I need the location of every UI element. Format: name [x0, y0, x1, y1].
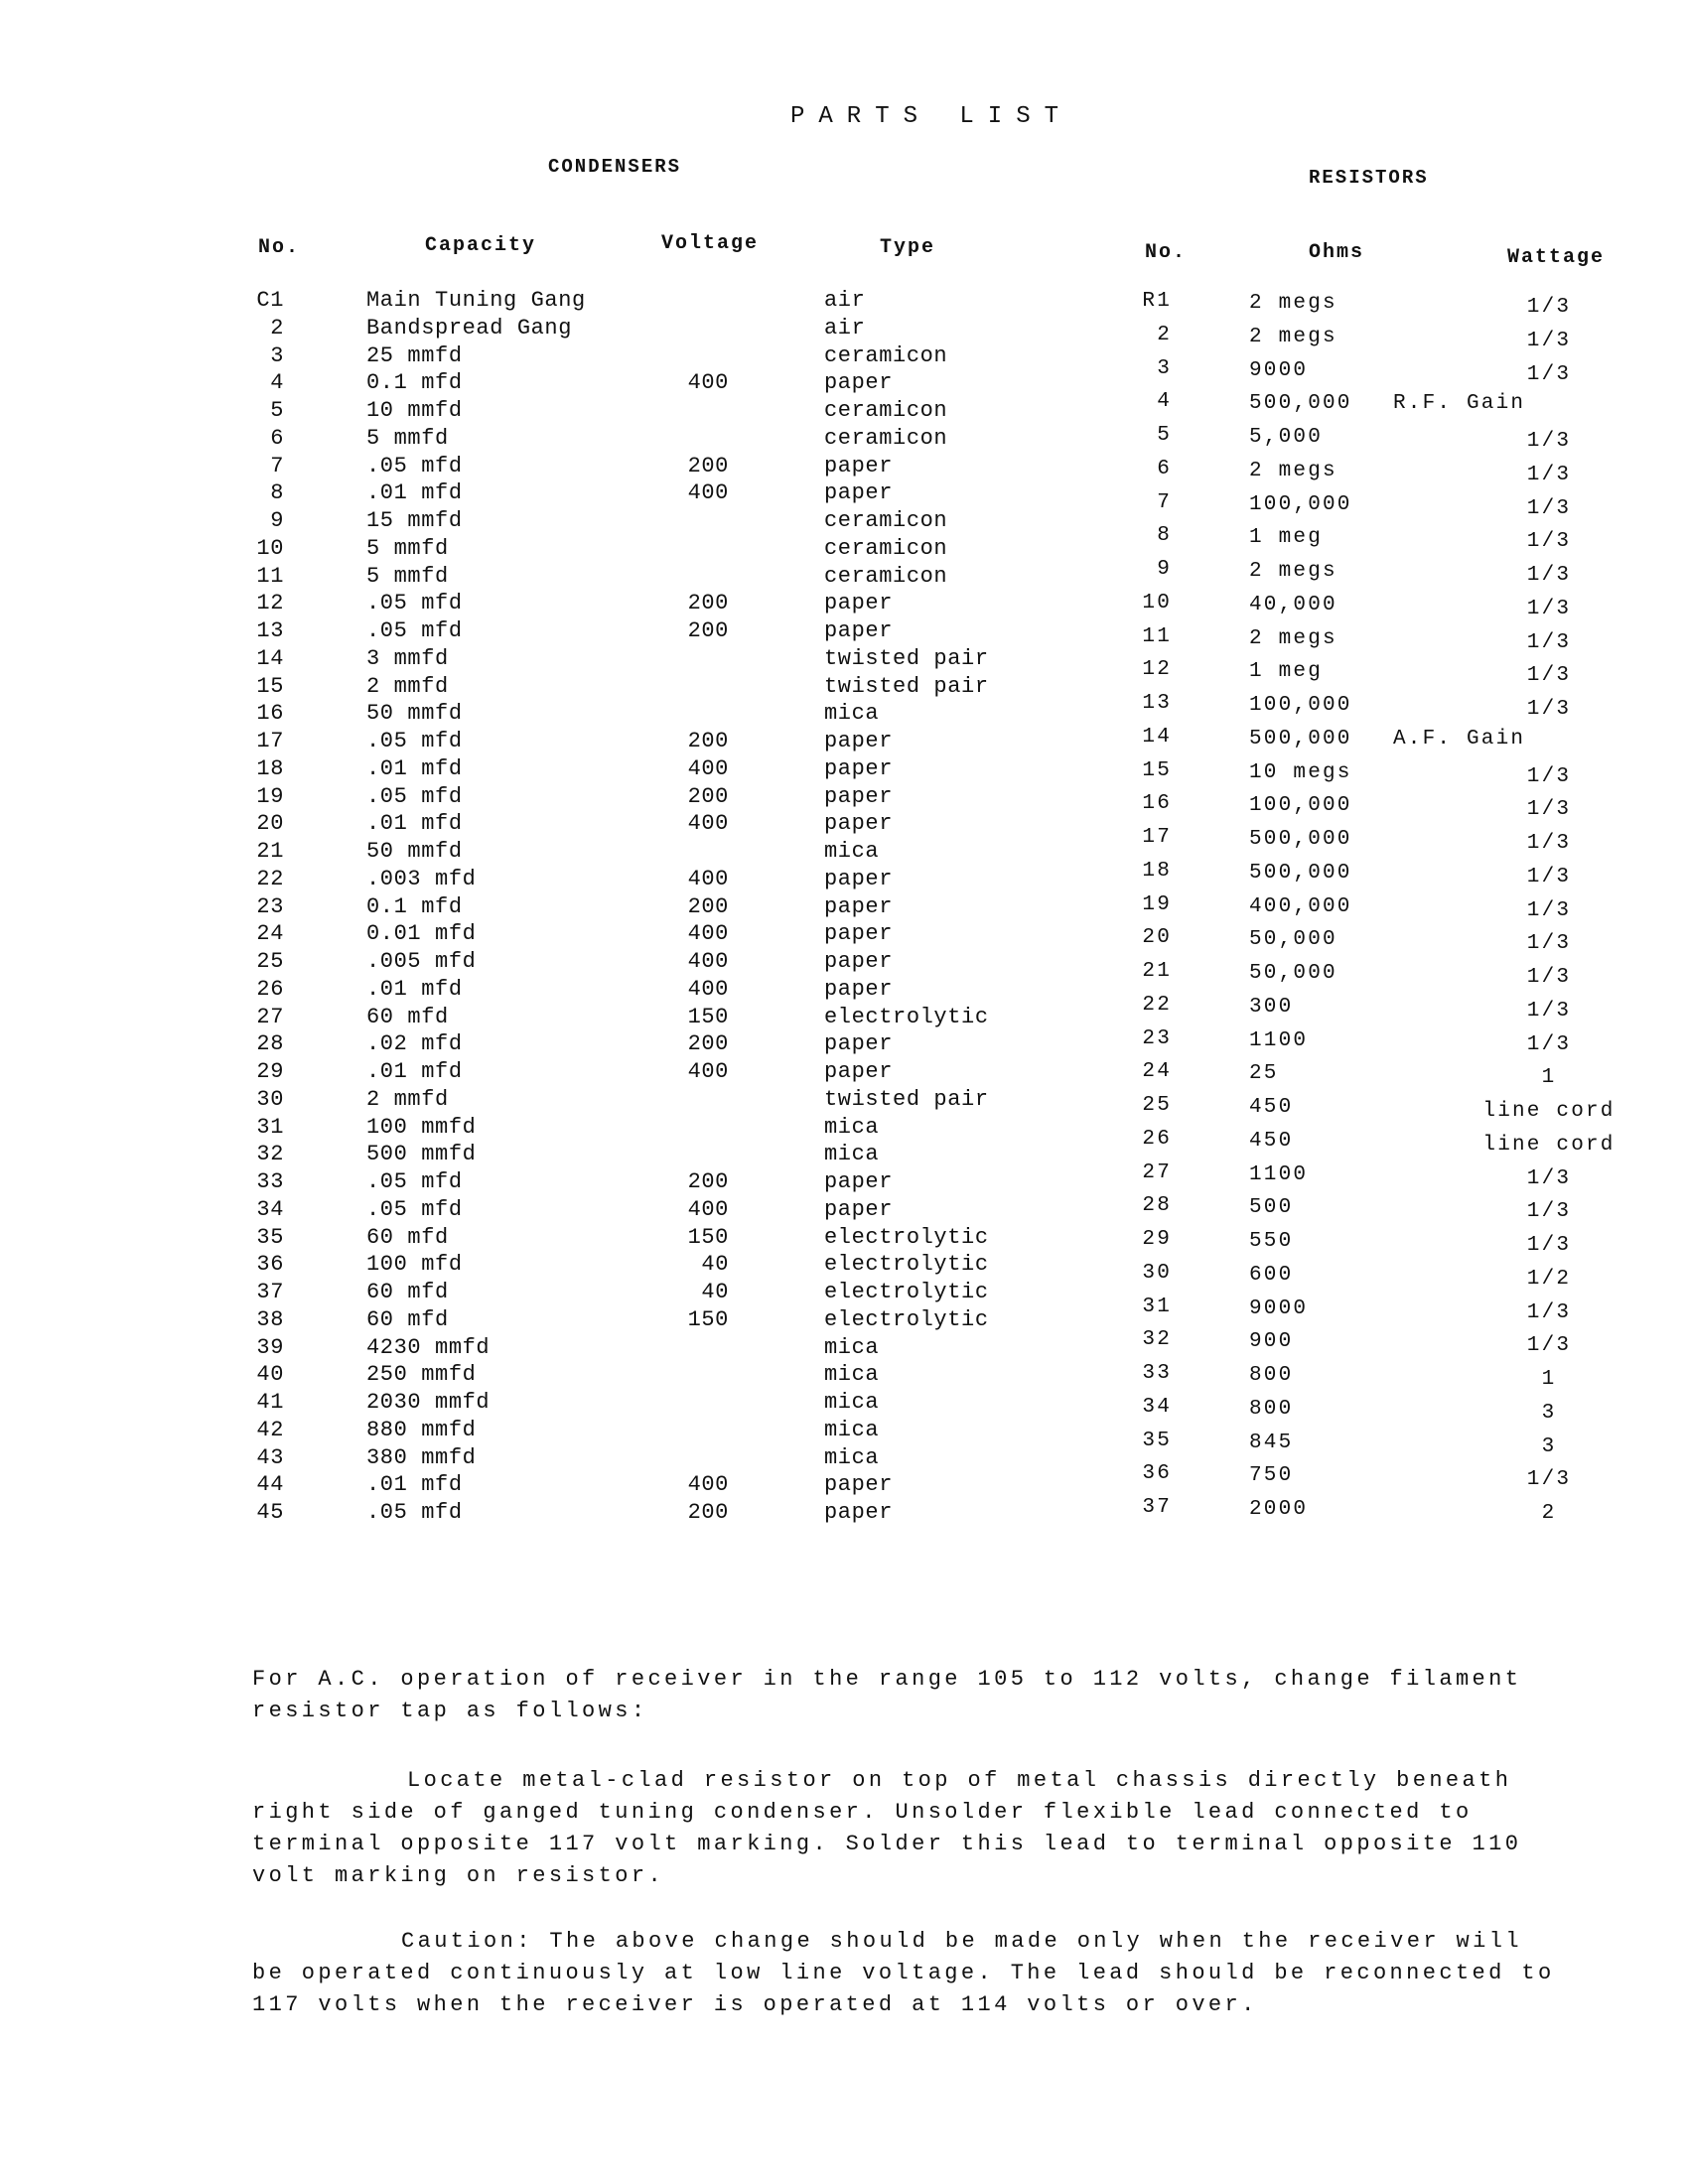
condenser-no: 30: [256, 1086, 284, 1112]
condenser-no: 29: [256, 1059, 284, 1084]
resistor-wattage: 1/3: [1526, 832, 1572, 855]
condenser-capacity: .01 mfd: [366, 1472, 463, 1498]
condenser-capacity: 500 mmfd: [366, 1142, 477, 1167]
condensers-col-capacity: Capacity: [425, 234, 537, 257]
condenser-no: 11: [256, 563, 284, 589]
condenser-no: 42: [256, 1417, 284, 1442]
condenser-type: air: [824, 288, 866, 313]
condenser-voltage: 400: [687, 949, 729, 974]
resistor-wattage: 1/3: [1526, 999, 1572, 1023]
condenser-no: 10: [256, 535, 284, 561]
condenser-no: 4: [270, 370, 284, 396]
resistor-no: 22: [1142, 993, 1172, 1017]
condenser-capacity: 2030 mmfd: [366, 1390, 491, 1415]
condenser-capacity: .01 mfd: [366, 755, 463, 781]
resistor-no: 27: [1142, 1160, 1172, 1184]
condenser-type: mica: [824, 1114, 880, 1140]
condenser-type: paper: [824, 949, 894, 974]
condenser-no: 27: [256, 1004, 284, 1029]
note-paragraph-2: Locate metal-clad resistor on top of metal chassis directly beneath right side of ganged tuning condenser. Unsolder flexible lead connected to terminal opposite 117 volt marking. Solder this lead to terminal opposite 110 volt marking on resistor.: [252, 1768, 1522, 1888]
condenser-type: ceramicon: [824, 535, 948, 561]
condenser-no: 41: [256, 1390, 284, 1415]
condenser-type: paper: [824, 1169, 894, 1194]
resistors-heading: RESISTORS: [1309, 167, 1429, 189]
condenser-voltage: 400: [687, 1196, 729, 1222]
condenser-capacity: .01 mfd: [366, 976, 463, 1002]
resistor-no: 18: [1142, 859, 1172, 883]
resistor-no: 36: [1142, 1462, 1172, 1486]
condenser-no: 24: [256, 921, 284, 947]
condenser-voltage: 200: [687, 729, 729, 753]
condenser-no: 38: [256, 1306, 284, 1332]
condenser-capacity: .05 mfd: [366, 1196, 463, 1222]
resistor-wattage: 1/3: [1526, 463, 1572, 486]
resistor-ohms: 500,000: [1249, 392, 1352, 416]
resistor-wattage: 1/3: [1526, 1334, 1572, 1358]
condenser-type: paper: [824, 755, 894, 781]
resistor-no: R1: [1142, 290, 1172, 313]
condenser-no: 3: [270, 342, 284, 368]
resistor-no: 2: [1157, 323, 1172, 346]
resistors-col-ohms: Ohms: [1309, 241, 1365, 264]
condenser-no: C1: [256, 288, 284, 313]
resistor-ohms: 50,000: [1249, 928, 1337, 952]
resistor-ohms: 50,000: [1249, 962, 1337, 985]
condenser-capacity: .05 mfd: [366, 618, 463, 643]
condenser-type: twisted pair: [824, 645, 989, 671]
condenser-voltage: 400: [687, 1059, 729, 1084]
condenser-capacity: 380 mmfd: [366, 1444, 477, 1470]
condenser-capacity: .005 mfd: [366, 949, 477, 974]
resistor-ohms: 800: [1249, 1364, 1294, 1387]
condenser-type: twisted pair: [824, 1086, 989, 1112]
resistor-ohms: 300: [1249, 995, 1294, 1019]
resistor-wattage: 1/3: [1526, 664, 1572, 688]
condenser-voltage: 200: [687, 1500, 729, 1525]
condenser-no: 39: [256, 1334, 284, 1360]
condenser-voltage: 400: [687, 1472, 729, 1498]
condenser-type: electrolytic: [824, 1004, 989, 1029]
resistor-no: 8: [1157, 524, 1172, 548]
resistor-wattage: 1/3: [1526, 764, 1572, 788]
condenser-type: ceramicon: [824, 398, 948, 423]
condenser-capacity: .05 mfd: [366, 453, 463, 478]
resistor-wattage: 1/3: [1526, 362, 1572, 386]
resistor-no: 34: [1142, 1395, 1172, 1419]
note-paragraph-1: For A.C. operation of receiver in the range 105 to 112 volts, change filament resistor tap as follows:: [252, 1667, 1522, 1723]
resistor-wattage: 1/3: [1526, 564, 1572, 587]
condenser-capacity: 25 mmfd: [366, 342, 463, 368]
condenser-type: paper: [824, 1196, 894, 1222]
condenser-type: mica: [824, 1417, 880, 1442]
resistor-ohms: 845: [1249, 1431, 1294, 1454]
condenser-type: mica: [824, 1334, 880, 1360]
resistor-ohms: 600: [1249, 1263, 1294, 1287]
condenser-type: paper: [824, 370, 894, 396]
condenser-capacity: 10 mmfd: [366, 398, 463, 423]
resistor-wattage: 1/3: [1526, 296, 1572, 319]
resistor-ohms: 1100: [1249, 1028, 1309, 1052]
resistor-wattage: 1/3: [1526, 865, 1572, 888]
condenser-no: 13: [256, 618, 284, 643]
condenser-capacity: 5 mmfd: [366, 535, 449, 561]
resistor-ohms: 9000: [1249, 358, 1309, 382]
resistor-no: 32: [1142, 1328, 1172, 1352]
condenser-voltage: 150: [687, 1004, 729, 1029]
condenser-voltage: 400: [687, 370, 729, 396]
condenser-no: 25: [256, 949, 284, 974]
condenser-capacity: 60 mfd: [366, 1224, 449, 1250]
condenser-capacity: 4230 mmfd: [366, 1334, 491, 1360]
resistor-ohms: 500,000: [1249, 861, 1352, 885]
resistor-no: 4: [1157, 390, 1172, 414]
resistor-wattage: 1/3: [1526, 798, 1572, 822]
condenser-no: 9: [270, 508, 284, 533]
resistor-wattage: 1/3: [1526, 496, 1572, 520]
resistor-ohms: 550: [1249, 1230, 1294, 1253]
resistor-wattage: line cord: [1482, 1133, 1616, 1157]
condenser-type: mica: [824, 701, 880, 727]
resistor-wattage: 3: [1541, 1434, 1557, 1458]
resistor-ohms: 2 megs: [1249, 626, 1337, 650]
condenser-no: 8: [270, 480, 284, 506]
resistor-ohms: 40,000: [1249, 593, 1337, 616]
condenser-voltage: 150: [687, 1306, 729, 1332]
condenser-type: paper: [824, 921, 894, 947]
condenser-type: ceramicon: [824, 342, 948, 368]
resistor-ohms: 400,000: [1249, 894, 1352, 918]
condenser-no: 15: [256, 673, 284, 699]
note-paragraph-3: Caution: The above change should be made only when the receiver will be operated continuously at low line voltage. The lead should be reconnected to 117 volts when the receiver is operated at 114 volts or over.: [252, 1929, 1555, 2017]
condenser-type: ceramicon: [824, 425, 948, 451]
condenser-no: 28: [256, 1031, 284, 1057]
resistor-no: 11: [1142, 624, 1172, 648]
condenser-type: paper: [824, 591, 894, 616]
resistor-wattage: 3: [1541, 1401, 1557, 1425]
condenser-voltage: 400: [687, 921, 729, 947]
condenser-capacity: 2 mmfd: [366, 673, 449, 699]
condenser-type: mica: [824, 839, 880, 864]
resistor-wattage: 1/2: [1526, 1267, 1572, 1291]
condenser-voltage: 200: [687, 1169, 729, 1194]
condenser-type: paper: [824, 1059, 894, 1084]
condenser-type: twisted pair: [824, 673, 989, 699]
condenser-no: 14: [256, 645, 284, 671]
condenser-capacity: 2 mmfd: [366, 1086, 449, 1112]
resistor-no: 17: [1142, 826, 1172, 849]
condenser-capacity: .05 mfd: [366, 1500, 463, 1525]
condenser-capacity: .02 mfd: [366, 1031, 463, 1057]
resistor-wattage: 2: [1541, 1502, 1557, 1525]
resistor-wattage: 1/3: [1526, 597, 1572, 620]
resistor-no: 14: [1142, 725, 1172, 749]
condenser-type: paper: [824, 783, 894, 809]
resistor-ohms: 10 megs: [1249, 760, 1352, 784]
condenser-type: ceramicon: [824, 508, 948, 533]
resistor-ohms: 100,000: [1249, 492, 1352, 516]
resistor-ohms: 500,000: [1249, 828, 1352, 851]
condenser-capacity: 0.01 mfd: [366, 921, 477, 947]
condensers-heading: CONDENSERS: [548, 156, 682, 178]
resistor-ohms: 800: [1249, 1397, 1294, 1421]
resistor-wattage: 1/3: [1526, 630, 1572, 654]
condenser-voltage: 400: [687, 480, 729, 506]
page-title: PARTS LIST: [789, 103, 1073, 130]
condenser-capacity: 5 mmfd: [366, 563, 449, 589]
condenser-type: electrolytic: [824, 1280, 989, 1304]
resistor-ohms: 500,000: [1249, 727, 1352, 751]
condenser-type: mica: [824, 1390, 880, 1415]
condenser-no: 26: [256, 976, 284, 1002]
condenser-no: 43: [256, 1444, 284, 1470]
condenser-no: 31: [256, 1114, 284, 1140]
condenser-capacity: .05 mfd: [366, 591, 463, 616]
condenser-type: mica: [824, 1444, 880, 1470]
condenser-no: 37: [256, 1280, 284, 1304]
resistor-wattage: 1/3: [1526, 1166, 1572, 1190]
condenser-type: paper: [824, 811, 894, 837]
resistor-no: 29: [1142, 1228, 1172, 1251]
resistor-no: 16: [1142, 792, 1172, 816]
resistor-no: 9: [1157, 558, 1172, 581]
condenser-type: paper: [824, 1472, 894, 1498]
condenser-voltage: 400: [687, 811, 729, 837]
condenser-capacity: 50 mmfd: [366, 701, 463, 727]
resistor-wattage: line cord: [1482, 1100, 1616, 1123]
resistor-ohms: 5,000: [1249, 426, 1324, 449]
condenser-capacity: .003 mfd: [366, 866, 477, 891]
condenser-type: paper: [824, 453, 894, 478]
condenser-voltage: 400: [687, 866, 729, 891]
resistor-no: 28: [1142, 1194, 1172, 1218]
condenser-voltage: 200: [687, 618, 729, 643]
resistor-wattage: 1: [1541, 1066, 1557, 1090]
condenser-voltage: 200: [687, 453, 729, 478]
resistor-wattage: 1/3: [1526, 329, 1572, 352]
condenser-capacity: 880 mmfd: [366, 1417, 477, 1442]
resistor-no: 10: [1142, 591, 1172, 614]
condenser-no: 5: [270, 398, 284, 423]
condenser-capacity: Main Tuning Gang: [366, 288, 586, 313]
resistor-no: 26: [1142, 1127, 1172, 1151]
resistor-ohms: 25: [1249, 1062, 1279, 1086]
condenser-no: 2: [270, 315, 284, 341]
resistors-col-no: No.: [1145, 241, 1188, 264]
resistor-no: 23: [1142, 1026, 1172, 1050]
condenser-type: mica: [824, 1362, 880, 1388]
condenser-no: 19: [256, 783, 284, 809]
condenser-no: 34: [256, 1196, 284, 1222]
condenser-type: paper: [824, 1031, 894, 1057]
condenser-voltage: 200: [687, 783, 729, 809]
condenser-no: 22: [256, 866, 284, 891]
condenser-voltage: 200: [687, 591, 729, 616]
resistor-no: 30: [1142, 1261, 1172, 1285]
condenser-capacity: 50 mmfd: [366, 839, 463, 864]
resistor-wattage: 1/3: [1526, 932, 1572, 956]
condenser-no: 45: [256, 1500, 284, 1525]
condenser-capacity: .01 mfd: [366, 811, 463, 837]
condensers-col-no: No.: [258, 236, 301, 259]
condenser-no: 32: [256, 1142, 284, 1167]
resistor-ohms: 450: [1249, 1096, 1294, 1119]
resistor-wattage: 1/3: [1526, 530, 1572, 554]
resistors-col-wattage: Wattage: [1507, 246, 1606, 269]
condenser-no: 35: [256, 1224, 284, 1250]
resistor-ohms: 750: [1249, 1464, 1294, 1488]
resistor-no: 15: [1142, 758, 1172, 782]
resistor-wattage: 1: [1541, 1368, 1557, 1391]
resistor-no: 31: [1142, 1295, 1172, 1318]
condenser-no: 21: [256, 839, 284, 864]
resistor-ohms: 100,000: [1249, 794, 1352, 818]
resistor-wattage: 1/3: [1526, 698, 1572, 721]
condenser-capacity: 100 mfd: [366, 1252, 463, 1278]
resistor-no: 13: [1142, 692, 1172, 715]
resistor-wattage: 1/3: [1526, 898, 1572, 922]
condenser-voltage: 150: [687, 1224, 729, 1250]
condenser-capacity: 60 mfd: [366, 1004, 449, 1029]
condenser-no: 33: [256, 1169, 284, 1194]
condenser-capacity: .01 mfd: [366, 1059, 463, 1084]
resistor-no: 24: [1142, 1060, 1172, 1084]
resistor-no: 7: [1157, 490, 1172, 514]
resistor-wattage: 1/3: [1526, 430, 1572, 453]
condenser-type: paper: [824, 893, 894, 919]
condenser-capacity: 15 mmfd: [366, 508, 463, 533]
condenser-no: 20: [256, 811, 284, 837]
resistor-wattage: 1/3: [1526, 1234, 1572, 1257]
resistor-wattage: 1/3: [1526, 1468, 1572, 1492]
condensers-col-type: Type: [880, 236, 936, 259]
condenser-voltage: 400: [687, 755, 729, 781]
condenser-capacity: Bandspread Gang: [366, 315, 573, 341]
condenser-capacity: 5 mmfd: [366, 425, 449, 451]
condenser-capacity: 60 mfd: [366, 1280, 449, 1304]
condenser-type: electrolytic: [824, 1306, 989, 1332]
resistor-wattage: 1/3: [1526, 1200, 1572, 1224]
condenser-capacity: 250 mmfd: [366, 1362, 477, 1388]
condenser-voltage: 200: [687, 893, 729, 919]
resistor-no: 3: [1157, 356, 1172, 380]
resistor-no: 25: [1142, 1094, 1172, 1117]
resistor-ohms: 9000: [1249, 1297, 1309, 1320]
condenser-voltage: 40: [701, 1280, 729, 1304]
condenser-no: 23: [256, 893, 284, 919]
resistor-note: R.F. Gain: [1393, 392, 1526, 416]
resistor-no: 19: [1142, 892, 1172, 916]
resistor-ohms: 900: [1249, 1330, 1294, 1354]
condenser-type: paper: [824, 1500, 894, 1525]
resistor-no: 37: [1142, 1496, 1172, 1519]
resistor-ohms: 2 megs: [1249, 292, 1337, 315]
condenser-no: 6: [270, 425, 284, 451]
condenser-type: electrolytic: [824, 1252, 989, 1278]
condenser-type: paper: [824, 976, 894, 1002]
resistor-ohms: 1 meg: [1249, 660, 1324, 684]
condenser-voltage: 400: [687, 976, 729, 1002]
resistor-wattage: 1/3: [1526, 1300, 1572, 1324]
condenser-capacity: .05 mfd: [366, 783, 463, 809]
resistor-ohms: 2000: [1249, 1498, 1309, 1521]
resistor-no: 20: [1142, 926, 1172, 950]
condenser-capacity: .05 mfd: [366, 729, 463, 753]
resistor-wattage: 1/3: [1526, 966, 1572, 989]
condenser-type: electrolytic: [824, 1224, 989, 1250]
condenser-capacity: 100 mmfd: [366, 1114, 477, 1140]
resistor-no: 6: [1157, 457, 1172, 480]
condenser-no: 16: [256, 701, 284, 727]
condenser-capacity: .05 mfd: [366, 1169, 463, 1194]
resistor-ohms: 2 megs: [1249, 459, 1337, 482]
condenser-no: 44: [256, 1472, 284, 1498]
condenser-type: paper: [824, 480, 894, 506]
condenser-type: paper: [824, 729, 894, 753]
condenser-no: 12: [256, 591, 284, 616]
resistor-ohms: 500: [1249, 1196, 1294, 1220]
resistor-ohms: 1100: [1249, 1162, 1309, 1186]
condenser-no: 36: [256, 1252, 284, 1278]
resistor-no: 5: [1157, 424, 1172, 447]
resistor-wattage: 1/3: [1526, 1032, 1572, 1056]
resistor-ohms: 2 megs: [1249, 325, 1337, 348]
condenser-no: 17: [256, 729, 284, 753]
condenser-type: air: [824, 315, 866, 341]
resistor-ohms: 2 megs: [1249, 560, 1337, 583]
resistor-no: 21: [1142, 960, 1172, 983]
condenser-type: paper: [824, 866, 894, 891]
resistor-ohms: 1 meg: [1249, 526, 1324, 550]
condenser-voltage: 200: [687, 1031, 729, 1057]
resistor-ohms: 450: [1249, 1129, 1294, 1153]
condenser-type: paper: [824, 618, 894, 643]
condensers-col-voltage: Voltage: [661, 232, 760, 255]
condenser-capacity: 0.1 mfd: [366, 370, 463, 396]
condenser-capacity: 60 mfd: [366, 1306, 449, 1332]
condenser-capacity: 0.1 mfd: [366, 893, 463, 919]
condenser-type: mica: [824, 1142, 880, 1167]
resistor-note: A.F. Gain: [1393, 727, 1526, 751]
condenser-capacity: .01 mfd: [366, 480, 463, 506]
condenser-capacity: 3 mmfd: [366, 645, 449, 671]
condenser-no: 7: [270, 453, 284, 478]
resistor-no: 33: [1142, 1362, 1172, 1385]
condenser-voltage: 40: [701, 1252, 729, 1278]
resistor-no: 12: [1142, 658, 1172, 682]
resistor-ohms: 100,000: [1249, 694, 1352, 717]
condenser-type: ceramicon: [824, 563, 948, 589]
condenser-no: 18: [256, 755, 284, 781]
condenser-no: 40: [256, 1362, 284, 1388]
resistor-no: 35: [1142, 1429, 1172, 1452]
